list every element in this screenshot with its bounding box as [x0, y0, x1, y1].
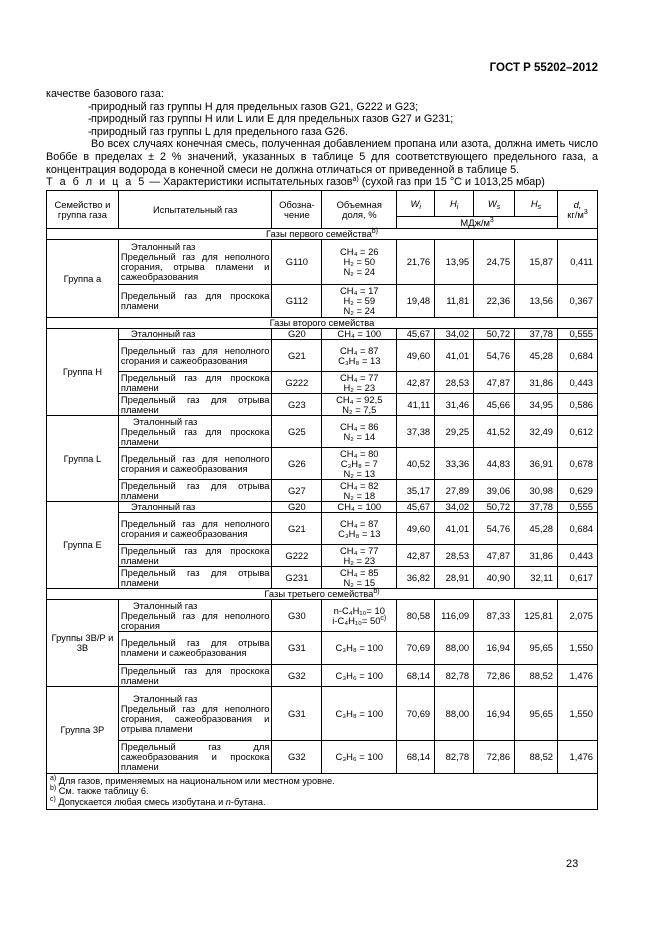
gas-code: G31 [272, 687, 322, 741]
cell-ws: 22,36 [474, 285, 515, 318]
group-label: Группа E [47, 502, 119, 589]
gas-code: G231 [272, 567, 322, 589]
gas-code: G25 [272, 416, 322, 448]
cell-wi: 70,69 [397, 687, 435, 741]
gas-code: G32 [272, 665, 322, 687]
cell-hs: 15,87 [515, 240, 558, 285]
gas-name: Предельный газ для отрыва пламени [118, 480, 272, 502]
gas-share: CH₄ = 80 C₃H₈ = 7 N₂ = 13 [322, 448, 397, 480]
cell-hi: 116,09 [435, 600, 474, 632]
cell-d: 0,411 [558, 240, 598, 285]
gas-code: G30 [272, 600, 322, 632]
gas-name: Предельный газ для проскока пламени [118, 545, 272, 567]
cell-d: 2,075 [558, 600, 598, 632]
footnote-b: $^{b)}$ См. также таблицу 6. [50, 785, 149, 797]
cell-ws: 16,94 [474, 632, 515, 665]
intro-line: качестве базового газа: [46, 88, 164, 100]
gas-characteristics-table [46, 190, 598, 810]
footnote-c: $^{c)}$ Допускается любая смесь изобутана и n-бутана. [50, 795, 266, 807]
table-row [47, 329, 598, 340]
gas-share: CH₄ = 77 H₂ = 23 [322, 545, 397, 567]
cell-wi: 35,17 [397, 480, 435, 502]
document-header: ГОСТ Р 55202–2012 [489, 62, 598, 74]
cell-hi: 28,53 [435, 372, 474, 394]
gas-share: CH₄ = 77 H₂ = 23 [322, 372, 397, 394]
gas-share: CH₄ = 87 C₃H₈ = 13 [322, 513, 397, 545]
cell-hi: 28,91 [435, 567, 474, 589]
cell-ws: 47,87 [474, 545, 515, 567]
gas-share: CH₄ = 17 H₂ = 59 N₂ = 24 [322, 285, 397, 318]
section-header: Газы третьего семейства$^{b)}$ [47, 589, 598, 600]
cell-d: 0,678 [558, 448, 598, 480]
col-header-gas: Испытательный газ [118, 191, 272, 229]
section-header: Газы первого семейства$^{b)}$ [47, 229, 598, 240]
table-row [47, 502, 598, 513]
gas-share: CH₄ = 100 [322, 329, 397, 340]
cell-ws: 54,76 [474, 513, 515, 545]
cell-hi: 31,46 [435, 394, 474, 416]
table-caption [46, 176, 545, 188]
cell-wi: 19,48 [397, 285, 435, 318]
col-header-ws: $W_s$ [474, 191, 515, 217]
group-label: Группа a [47, 240, 119, 318]
gas-code: G26 [272, 448, 322, 480]
col-header-code: Обозна-чение [272, 191, 322, 229]
cell-hs: 95,65 [515, 687, 558, 741]
cell-wi: 45,67 [397, 329, 435, 340]
table-row [47, 665, 598, 687]
cell-hi: 88,00 [435, 687, 474, 741]
cell-hi: 82,78 [435, 741, 474, 774]
cell-ws: 16,94 [474, 687, 515, 741]
cell-hs: 31,86 [515, 545, 558, 567]
gas-code: G32 [272, 741, 322, 774]
table-row [47, 340, 598, 372]
gas-code: G222 [272, 372, 322, 394]
gas-share: CH₄ = 82 N₂ = 18 [322, 480, 397, 502]
gas-name: Предельный газ для отрыва пламени и сажеобразования [118, 632, 272, 665]
gas-code: G20 [272, 329, 322, 340]
gas-name: Эталонный газ Предельный газ для проскока пламени [118, 416, 272, 448]
list-item: - природный газ группы L для предельного газа G26. [46, 126, 598, 139]
group-label: Группа H [47, 329, 119, 416]
cell-d: 0,555 [558, 329, 598, 340]
gas-code: G222 [272, 545, 322, 567]
table-row [47, 285, 598, 318]
cell-hs: 45,28 [515, 513, 558, 545]
gas-share: CH₄ = 85 N₂ = 15 [322, 567, 397, 589]
cell-d: 0,367 [558, 285, 598, 318]
cell-wi: 41,11 [397, 394, 435, 416]
footnote-a: $^{a)}$ Для газов, применяемых на национальном или местном уровне. [50, 775, 335, 786]
cell-ws: 45,66 [474, 394, 515, 416]
cell-ws: 39,06 [474, 480, 515, 502]
cell-ws: 54,76 [474, 340, 515, 372]
cell-hs: 32,49 [515, 416, 558, 448]
cell-hi: 27,89 [435, 480, 474, 502]
gas-code: G23 [272, 394, 322, 416]
cell-wi: 37,38 [397, 416, 435, 448]
cell-hs: 88,52 [515, 741, 558, 774]
caption-suffix: (сухой газ при 15 °C и 1013,25 мбар) [358, 176, 545, 188]
gas-name: Эталонный газ Предельный газ для неполного сгорания, отрыва пламени и сажеобразования [118, 240, 272, 285]
col-header-family: Семейство и группа газа [47, 191, 119, 229]
gas-name: Предельный газ для отрыва пламени [118, 567, 272, 589]
cell-hs: 30,98 [515, 480, 558, 502]
page-number: 23 [566, 858, 579, 870]
cell-d: 1,550 [558, 687, 598, 741]
table-row [47, 632, 598, 665]
cell-wi: 49,60 [397, 340, 435, 372]
cell-hs: 37,78 [515, 502, 558, 513]
cell-wi: 21,76 [397, 240, 435, 285]
cell-wi: 45,67 [397, 502, 435, 513]
cell-wi: 40,52 [397, 448, 435, 480]
table-row [47, 687, 598, 741]
table-row [47, 567, 598, 589]
cell-d: 0,612 [558, 416, 598, 448]
footnotes-row [47, 774, 598, 810]
gas-share: C₃H₆ = 100 [322, 665, 397, 687]
cell-hi: 34,02 [435, 502, 474, 513]
cell-ws: 50,72 [474, 329, 515, 340]
gas-code: G21 [272, 340, 322, 372]
cell-wi: 68,14 [397, 741, 435, 774]
cell-hi: 11,81 [435, 285, 474, 318]
cell-d: 0,617 [558, 567, 598, 589]
cell-hi: 41,01 [435, 513, 474, 545]
gas-name: Предельный газ для неполного сгорания и сажеобразования [118, 448, 272, 480]
gas-share: CH₄ = 26 H₂ = 50 N₂ = 24 [322, 240, 397, 285]
cell-ws: 87,33 [474, 600, 515, 632]
cell-wi: 49,60 [397, 513, 435, 545]
gas-name: Эталонный газ [118, 502, 272, 513]
gas-share: C₃H₆ = 100 [322, 741, 397, 774]
gas-code: G110 [272, 240, 322, 285]
cell-hs: 34,95 [515, 394, 558, 416]
gas-name: Эталонный газ Предельный газ для неполного сгорания [118, 600, 272, 632]
cell-hs: 95,65 [515, 632, 558, 665]
table-row [47, 600, 598, 632]
cell-wi: 42,87 [397, 372, 435, 394]
cell-hs: 125,81 [515, 600, 558, 632]
cell-hi: 82,78 [435, 665, 474, 687]
cell-d: 0,586 [558, 394, 598, 416]
cell-hs: 31,86 [515, 372, 558, 394]
section-header: Газы второго семейства [47, 318, 598, 329]
table-row [47, 448, 598, 480]
cell-hi: 13,95 [435, 240, 474, 285]
gas-share: n-C₄H₁₀= 10 $i-C_4H_{10}= 50^{c)}$ [322, 600, 397, 632]
cell-wi: 70,69 [397, 632, 435, 665]
cell-d: 1,550 [558, 632, 598, 665]
cell-wi: 80,58 [397, 600, 435, 632]
cell-hs: 36,91 [515, 448, 558, 480]
intro-text [46, 88, 598, 176]
cell-d: 1,476 [558, 665, 598, 687]
unit-header: МДж/$м^3$ [397, 217, 558, 229]
group-label: Группы 3B/P и 3B [47, 600, 119, 687]
gas-name: Предельный газ для проскока пламени [118, 285, 272, 318]
cell-ws: 47,87 [474, 372, 515, 394]
cell-ws: 40,90 [474, 567, 515, 589]
table-row [47, 741, 598, 774]
gas-code: G31 [272, 632, 322, 665]
cell-d: 1,476 [558, 741, 598, 774]
cell-hi: 41,01 [435, 340, 474, 372]
cell-ws: 41,52 [474, 416, 515, 448]
gas-name: Предельный газ для проскока пламени [118, 665, 272, 687]
cell-ws: 72,86 [474, 741, 515, 774]
gas-code: G21 [272, 513, 322, 545]
cell-wi: 42,87 [397, 545, 435, 567]
table-row [47, 480, 598, 502]
cell-d: 0,443 [558, 372, 598, 394]
gas-code: G27 [272, 480, 322, 502]
gas-share: CH₄ = 100 [322, 502, 397, 513]
table-row [47, 372, 598, 394]
list-item: - природный газ группы H для предельных газов G21, G222 и G23; [46, 101, 598, 114]
list-item: - природный газ группы H или L или E для предельных газов G27 и G231; [46, 113, 598, 126]
col-header-share: Объемная доля, % [322, 191, 397, 229]
gas-name: Эталонный газ Предельный газ для неполного сгорания, сажеобразования и отрыва пламени [118, 687, 272, 741]
table-row [47, 240, 598, 285]
group-label: Группа L [47, 416, 119, 502]
intro-paragraph: Во всех случаях конечная смесь, полученная добавлением пропана или азота, должна иметь число Воббе в пределах ± 2 % значений, указанных в таблице 5 для соответствующего предельного газа, а концентрация водорода в конечной смеси не должна отличаться от приведенной в таблице 5. [46, 138, 598, 176]
table-row [47, 416, 598, 448]
cell-hi: 33,36 [435, 448, 474, 480]
caption-footnote-mark: a) [352, 176, 359, 183]
gas-name: Предельный газ для неполного сгорания и сажеобразования [118, 513, 272, 545]
gas-name: Предельный газ для неполного сгорания и сажеобразования [118, 340, 272, 372]
col-header-density: d, $кг/м^3$ [558, 191, 598, 229]
caption-prefix: Т а б л и ц а 5 [46, 176, 147, 188]
cell-hi: 34,02 [435, 329, 474, 340]
cell-ws: 50,72 [474, 502, 515, 513]
cell-hi: 28,53 [435, 545, 474, 567]
gas-share: CH₄ = 92,5 N₂ = 7,5 [322, 394, 397, 416]
cell-hs: 32,11 [515, 567, 558, 589]
caption-title: — Характеристики испытательных газов [146, 176, 353, 188]
cell-d: 0,555 [558, 502, 598, 513]
col-header-hs: $H_s$ [515, 191, 558, 217]
gas-name: Предельный газ для сажеобразования и проскока пламени [118, 741, 272, 774]
gas-name: Предельный газ для проскока пламени [118, 372, 272, 394]
cell-d: 0,684 [558, 340, 598, 372]
cell-hs: 88,52 [515, 665, 558, 687]
cell-wi: 68,14 [397, 665, 435, 687]
table-row [47, 513, 598, 545]
cell-hi: 88,00 [435, 632, 474, 665]
col-header-hi: $H_i$ [435, 191, 474, 217]
gas-share: C₃H₈ = 100 [322, 687, 397, 741]
table-row [47, 545, 598, 567]
col-header-wi: $W_i$ [397, 191, 435, 217]
cell-hs: 45,28 [515, 340, 558, 372]
gas-share: CH₄ = 86 N₂ = 14 [322, 416, 397, 448]
cell-d: 0,443 [558, 545, 598, 567]
cell-hs: 13,56 [515, 285, 558, 318]
gas-name: Эталонный газ [118, 329, 272, 340]
gas-code: G20 [272, 502, 322, 513]
cell-ws: 44,83 [474, 448, 515, 480]
cell-wi: 36,82 [397, 567, 435, 589]
footnotes [47, 774, 598, 810]
gas-name: Предельный газ для отрыва пламени [118, 394, 272, 416]
gas-code: G112 [272, 285, 322, 318]
cell-hs: 37,78 [515, 329, 558, 340]
cell-hi: 29,25 [435, 416, 474, 448]
cell-ws: 24,75 [474, 240, 515, 285]
group-label: Группа 3P [47, 687, 119, 774]
cell-ws: 72,86 [474, 665, 515, 687]
gas-share: CH₄ = 87 C₃H₈ = 13 [322, 340, 397, 372]
cell-d: 0,684 [558, 513, 598, 545]
table-row [47, 394, 598, 416]
gas-share: C₃H₈ = 100 [322, 632, 397, 665]
cell-d: 0,629 [558, 480, 598, 502]
